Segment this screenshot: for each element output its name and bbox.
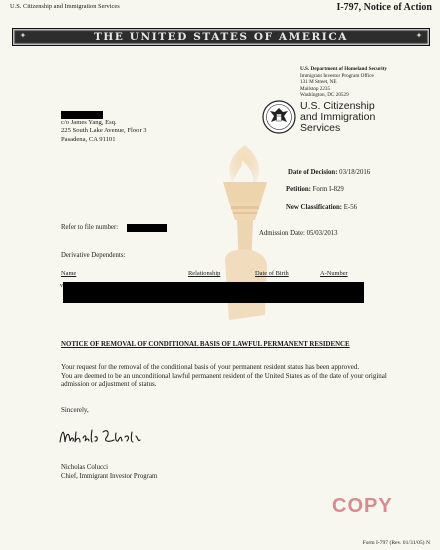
- uscis-line-1: U.S. Citizenship: [300, 100, 375, 112]
- dhs-line-4: Mailstop 2235: [300, 85, 331, 92]
- notice-paragraph-2: You are deemed to be an unconditional lawful permanent resident of the United States as of the date of your original admission or adjustment of status.: [61, 371, 387, 389]
- redacted-file-number: [127, 224, 167, 232]
- dhs-line-2: Immigrant Investor Program Office: [300, 72, 374, 79]
- date-of-decision-value: 03/18/2016: [339, 169, 371, 176]
- petition-value: Form I-829: [312, 186, 344, 193]
- admission-date-label: Admission Date:: [259, 230, 305, 237]
- new-classification-label: New Classification:: [286, 204, 343, 211]
- refer-to-file-label: Refer to file number:: [61, 224, 119, 231]
- redacted-dependent-row: [63, 282, 364, 303]
- address-line-1: c/o James Yang, Esq.: [61, 119, 117, 126]
- dhs-seal-icon: [262, 100, 296, 134]
- admission-date: [259, 230, 338, 237]
- uscis-wordmark: [300, 101, 375, 134]
- uscis-line-2: and Immigration: [300, 111, 376, 123]
- signature-icon: [58, 420, 158, 450]
- dhs-line-5: Washington, DC 20529: [300, 92, 349, 99]
- column-relationship: Relationship: [188, 270, 221, 277]
- dependents-table-header: [0, 270, 440, 280]
- date-of-decision: [288, 169, 370, 176]
- date-of-decision-label: Date of Decision:: [288, 169, 338, 176]
- header-agency: U.S. Citizenship and Immigration Services: [10, 3, 120, 10]
- title-banner: [12, 28, 430, 46]
- petition-label: Petition:: [286, 186, 311, 193]
- address-line-3: Pasadena, CA 91101: [61, 135, 116, 143]
- signer-block: [61, 464, 157, 481]
- banner-text: THE UNITED STATES OF AMERICA: [93, 31, 349, 43]
- banner-ornament-left-icon: ✦: [19, 31, 27, 40]
- closing-sincerely: Sincerely,: [61, 406, 89, 414]
- admission-date-value: 05/03/2013: [306, 230, 338, 237]
- address-line-2: 225 South Lake Avenue, Floor 3: [61, 127, 147, 135]
- notice-title: NOTICE OF REMOVAL OF CONDITIONAL BASIS OF LAWFUL PERMANENT RESIDENCE: [61, 341, 350, 348]
- signer-name: Nicholas Colucci: [61, 464, 109, 471]
- mailing-address: [61, 119, 147, 144]
- new-classification-value: E-56: [343, 204, 357, 211]
- dhs-line-1: U.S. Department of Homeland Security: [300, 66, 388, 72]
- notice-paragraph-1: Your request for the removal of the conditional basis of your permanent resident status has been approved.: [61, 363, 360, 371]
- new-classification: [286, 204, 357, 211]
- derivative-dependents-label: Derivative Dependents:: [61, 252, 126, 259]
- signer-title: Chief, Immigrant Investor Program: [61, 472, 158, 480]
- uscis-line-3: Services: [300, 122, 341, 134]
- notice-body: [61, 363, 391, 389]
- copy-stamp: COPY: [332, 495, 393, 517]
- dhs-line-3: 131 M Street, NE: [300, 79, 337, 86]
- redacted-recipient-name: [61, 111, 103, 119]
- column-a-number: A-Number: [320, 270, 348, 277]
- footer-form-number: Form I-797 (Rev. 01/31/05) N: [362, 540, 430, 546]
- header-form-title: I-797, Notice of Action: [336, 2, 432, 13]
- dependent-row-marker: v: [60, 283, 63, 289]
- dhs-address-block: [300, 66, 387, 99]
- column-date-of-birth: Date of Birth: [255, 270, 289, 277]
- petition: [286, 186, 344, 193]
- banner-ornament-right-icon: ✦: [415, 31, 423, 40]
- column-name: Name: [61, 270, 77, 277]
